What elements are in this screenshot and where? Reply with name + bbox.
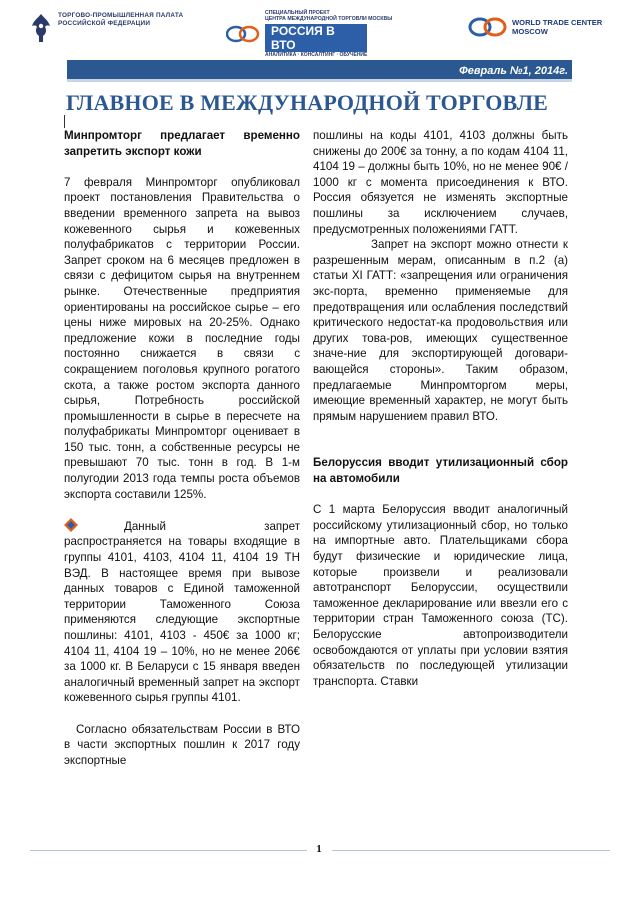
wtc-logo-line-1: WORLD TRADE CENTER (512, 18, 603, 27)
article-1-paragraph-2-wrap (64, 518, 300, 706)
chamber-logo-line-1: ТОРГОВО-ПРОМЫШЛЕННАЯ ПАЛАТА (58, 12, 184, 19)
article-1-paragraph-1: 7 февраля Минпромторг опубликовал проект постановления Правительства о введении временного запрета на вывоз кожевенного сырья и кожевенных полуфабрикатов с территории России. Запрет сроком на 6 месяцев предложен в связи с дефицитом сырья на внутреннем рынке. Отечественные предприятия ориентированы на российское сырье – его цены ниже мировых на 20-25%. Однако предложение кожи в последние годы постоянно снижается в связи с сокращением поголовья крупного рогатого скота, а также ростом экспорта данного сырья, Потребность российской промышленности в сырье в пересчете на полуфабрикаты Минпромторг оценивает в 150 тыс. тонн, а собственные ресурсы не превышают 70 тыс. тонн в год. В 1-м полугодии 2013 года темпы роста объемов экспорта составили 125%. (64, 175, 300, 501)
wtc-mark-icon (468, 16, 508, 38)
spacer (313, 487, 568, 503)
issue-date-bar: Февраль №1, 2014г. (67, 60, 572, 82)
bullet-diamond-icon (64, 518, 78, 532)
article-1-paragraph-5: Запрет на экспорт можно отнести к разрешенным мерам, описанным в п.2 (а) статьи XI ГАТТ: «запрещения или ограничения экс-порта, временно применяемые для предотвращения или ослабления последствий критического недостат-ка продовольствия или других това-ров, имеющих существенное значе-ние для экспортирующей договари-вающейся стороны». Таким образом, предлагаемые Минпромторгом меры, имеющие временный характер, не могут быть прямым нарушением правил ВТО. (313, 238, 568, 423)
double-headed-eagle-icon (30, 12, 52, 44)
spacer (64, 706, 300, 722)
article-1-paragraph-3: Согласно обязательствам России в ВТО в части экспортных пошлин к 2017 году экспортные (64, 722, 300, 767)
spacer (313, 424, 568, 440)
article-1-paragraph-2: Данный запрет распространяется на товары входящие в группы 4101, 4103, 4104 11, 4104 19 ТН ВЭД. В настоящее время при вывозе данных товаров с Единой таможенной территории Таможенного Союза применяются следующие экспортные пошлины: 4101, 4103 - 450€ за 1000 кг; 4104 11, 4104 19 – 10%, но не менее 206€ за 1000 кг. В Беларуси с 15 января введен аналогичный временный запрет на экспорт кожевенного сырья группы 4101. (64, 519, 300, 705)
world-trade-center-logo (468, 16, 602, 38)
article-2-heading: Белоруссия вводит утилизационный сбор на автомобили (313, 456, 568, 486)
wto-project-mark-icon (226, 24, 260, 44)
spacer (64, 502, 300, 518)
column-divider-mark (64, 115, 65, 128)
wto-project-tagline: АНАЛИТИКА · КОНСАЛТИНГ · ОБУЧЕНИЕ (265, 51, 368, 58)
wtc-logo-line-2: MOSCOW (512, 27, 548, 36)
spacer (64, 159, 300, 175)
left-column (64, 128, 300, 768)
article-1-paragraph-4: пошлины на коды 4101, 4103 должны быть снижены до 200€ за тонну, а по кодам 4104 11, 4104 19 – должны быть 10%, но не менее 90€ / 1000 кг с момента присоединения к ВТО. Россия обязуется не изменять экспортные пошлины за исключением случаев, предусмотренных положениями ГАТТ. (313, 129, 568, 236)
right-column (313, 128, 568, 689)
footer-rule-right (332, 850, 610, 851)
wto-project-line-1: СПЕЦИАЛЬНЫЙ ПРОЕКТ (265, 10, 330, 16)
article-1-highlight (64, 518, 300, 706)
article-1-heading: Минпромторг предлагает временно запретить экспорт кожи (64, 129, 300, 158)
footer-rule-left (30, 850, 307, 851)
article-2-paragraph-1: С 1 марта Белоруссия вводит аналогичный российскому утилизационный сбор, но только на импортные авто. Плательщиками сбора будут физические и юридические лица, которые произвели и реализовали автотранспорт Белоруссии, осуществили таможенное декларирование или ввезли его с территории стран Таможенного союза (ТС). Белорусские автопроизводители освобождаются от уплаты при условии взятия обязательств по последующей утилизации транспорта. Ставки (313, 503, 568, 688)
russia-in-wto-logo (226, 10, 392, 59)
page-title: ГЛАВНОЕ В МЕЖДУНАРОДНОЙ ТОРГОВЛЕ (66, 90, 549, 115)
chamber-of-commerce-logo (30, 12, 183, 44)
chamber-logo-line-2: РОССИЙСКОЙ ФЕДЕРАЦИИ (58, 20, 151, 27)
spacer (313, 440, 568, 456)
page-header (0, 0, 638, 60)
page-number: 1 (316, 843, 322, 855)
russia-in-wto-banner: РОССИЯ В ВТО (265, 24, 367, 52)
wto-project-line-2: ЦЕНТРА МЕЖДУНАРОДНОЙ ТОРГОВЛИ МОСКВЫ (265, 16, 393, 23)
